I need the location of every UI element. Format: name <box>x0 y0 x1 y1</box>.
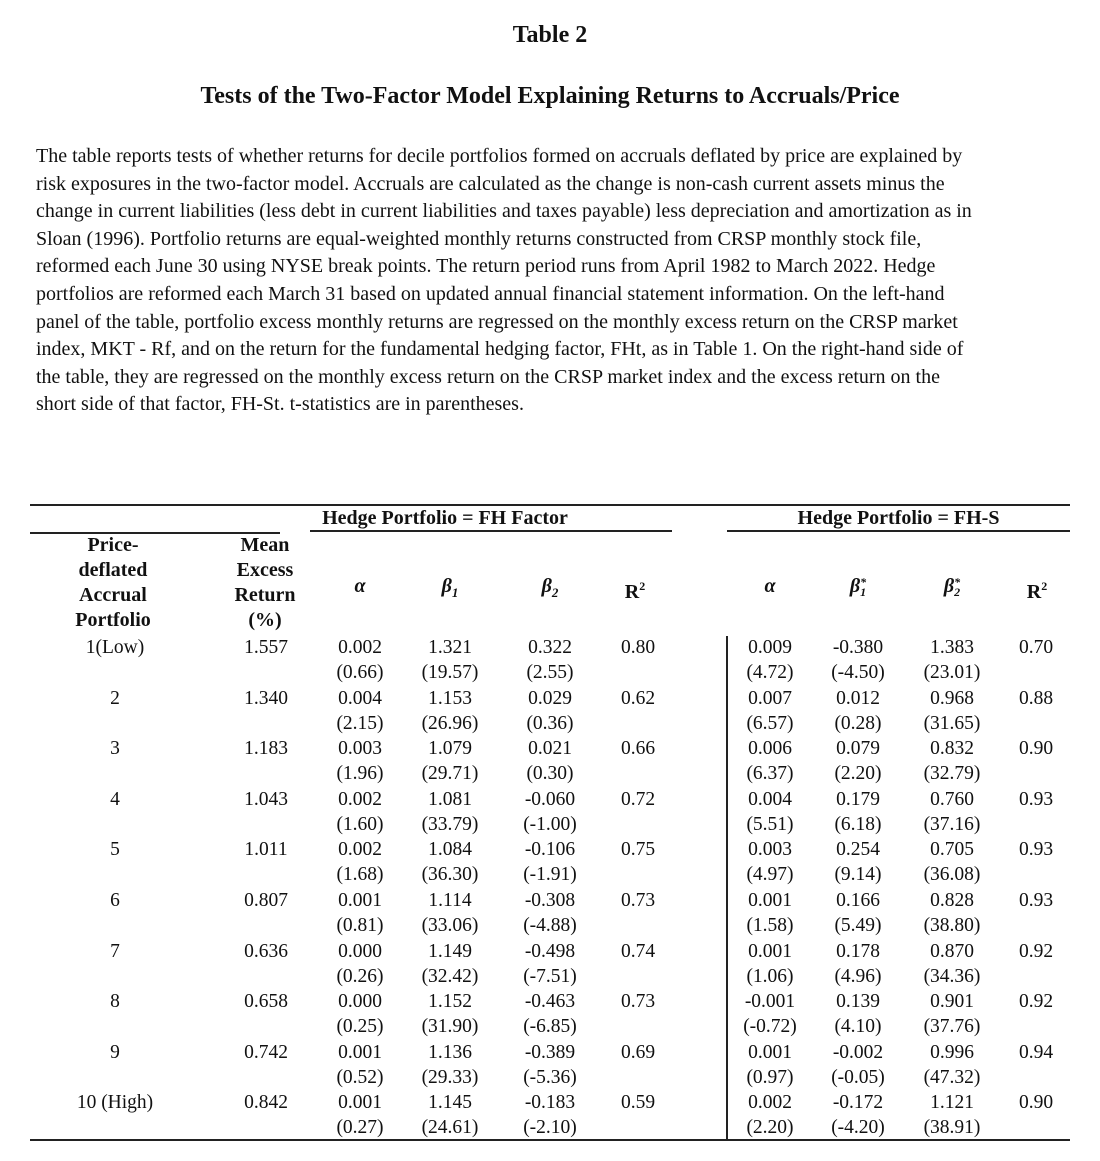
r2-right-cell: 0.92 <box>1018 940 1054 962</box>
alpha-cell: 0.001 <box>338 890 382 911</box>
r2-cell: 0.72 <box>620 788 656 810</box>
alpha-tstat: (0.27) <box>336 1117 384 1139</box>
r2-cell: 0.73 <box>620 991 656 1013</box>
beta2-tstat: (-7.51) <box>523 965 577 987</box>
r2-cell: 0.66 <box>620 738 656 760</box>
mean-return-cell: 1.043 <box>244 788 288 810</box>
mean-return-cell: 0.807 <box>244 890 288 911</box>
alpha-tstat: (2.15) <box>336 712 384 734</box>
beta2-star-cell: 0.968 <box>930 687 974 709</box>
mean-return-cell: 0.636 <box>244 940 288 962</box>
alpha-cell: 0.002 <box>338 839 382 861</box>
beta1-star-tstat: (-0.05) <box>831 1066 885 1088</box>
beta1-tstat: (33.06) <box>421 915 479 936</box>
beta1-star-cell: 0.166 <box>836 890 880 911</box>
description-line: change in current liabilities (less debt in current liabilities and taxes payable) less depreciation and amortization as in <box>36 200 972 223</box>
beta2-tstat: (-1.00) <box>523 813 577 835</box>
beta1-tstat: (24.61) <box>421 1117 479 1139</box>
beta2-star-cell: 0.901 <box>930 991 974 1013</box>
mean-return-cell: 0.842 <box>244 1092 288 1114</box>
beta2-star-tstat: (37.76) <box>923 1016 981 1038</box>
portfolio-cell: 3 <box>110 738 120 760</box>
beta2-tstat: (0.30) <box>526 763 574 785</box>
description-line: the table, they are regressed on the monthly excess return on the CRSP market index and the excess return on the <box>36 365 940 388</box>
beta2-star-tstat: (36.08) <box>923 864 981 886</box>
alpha-right-tstat: (4.97) <box>746 864 794 886</box>
beta2-star-tstat: (23.01) <box>923 662 981 683</box>
alpha-right-cell: 0.001 <box>748 940 792 962</box>
alpha-header: α <box>354 575 366 597</box>
r2-header: $R^2$ <box>624 579 646 603</box>
portfolio-cell: 7 <box>110 940 120 962</box>
beta2-star-cell: 0.828 <box>930 890 974 911</box>
alpha-cell: 0.002 <box>338 637 382 658</box>
left-group-rule <box>310 530 672 532</box>
beta1-tstat: (19.57) <box>421 662 479 683</box>
beta1-tstat: (29.33) <box>421 1066 479 1088</box>
alpha-tstat: (1.96) <box>336 763 384 785</box>
beta1-star-tstat: (2.20) <box>834 763 882 785</box>
beta1-cell: 1.081 <box>428 788 472 810</box>
beta2-star-tstat: (31.65) <box>923 712 981 734</box>
beta2-cell: -0.060 <box>524 788 576 810</box>
beta1-star-tstat: (4.10) <box>834 1016 882 1038</box>
mean-return-header <box>225 533 305 633</box>
r2-right-cell: 0.93 <box>1018 839 1054 861</box>
beta2-header: $\beta_2$ <box>541 575 559 600</box>
beta2-cell: -0.463 <box>524 991 576 1013</box>
beta1-cell: 1.149 <box>428 940 472 962</box>
beta2-cell: 0.322 <box>528 637 572 658</box>
beta1-star-tstat: (4.96) <box>834 965 882 987</box>
portfolio-cell: 4 <box>110 788 120 810</box>
portfolio-cell: 8 <box>110 991 120 1013</box>
beta2-cell: -0.389 <box>524 1041 576 1063</box>
alpha-tstat: (0.52) <box>336 1066 384 1088</box>
alpha-right-header: α <box>764 575 776 597</box>
r2-right-header: $R^2$ <box>1026 579 1048 603</box>
r2-cell: 0.80 <box>620 637 656 658</box>
portfolio-header-line: deflated <box>78 559 148 581</box>
alpha-tstat: (1.68) <box>336 864 384 886</box>
alpha-right-tstat: (5.51) <box>746 813 794 835</box>
beta1-tstat: (31.90) <box>421 1016 479 1038</box>
beta1-star-cell: 0.179 <box>836 788 880 810</box>
description-line: portfolios are reformed each March 31 based on updated annual financial statement information. On the left-hand <box>36 282 945 305</box>
alpha-right-cell: -0.001 <box>744 991 796 1013</box>
alpha-right-tstat: (0.97) <box>746 1066 794 1088</box>
mean-return-cell: 0.742 <box>244 1041 288 1063</box>
alpha-cell: 0.000 <box>338 940 382 962</box>
beta2-tstat: (-6.85) <box>523 1016 577 1038</box>
beta2-star-cell: 0.832 <box>930 738 974 760</box>
beta2-cell: -0.106 <box>524 839 576 861</box>
r2-cell: 0.69 <box>620 1041 656 1063</box>
mean-return-cell: 1.340 <box>244 687 288 709</box>
alpha-cell: 0.001 <box>338 1041 382 1063</box>
mean-header-line: Mean <box>240 534 290 556</box>
beta1-star-cell: -0.002 <box>832 1041 884 1063</box>
beta2-star-cell: 1.383 <box>930 637 974 658</box>
r2-cell: 0.62 <box>620 687 656 709</box>
right-group-header: Hedge Portfolio = FH-S <box>797 507 1000 529</box>
mean-header-line: (%) <box>248 609 282 631</box>
beta2-tstat: (-1.91) <box>523 864 577 886</box>
beta2-star-cell: 1.121 <box>930 1092 974 1114</box>
table-description <box>36 143 1076 419</box>
beta1-star-tstat: (5.49) <box>834 915 882 936</box>
beta1-tstat: (29.71) <box>421 763 479 785</box>
alpha-cell: 0.002 <box>338 788 382 810</box>
alpha-right-cell: 0.001 <box>748 1041 792 1063</box>
beta1-star-cell: 0.079 <box>836 738 880 760</box>
mean-return-cell: 1.011 <box>244 839 288 861</box>
r2-right-cell: 0.90 <box>1018 1092 1054 1114</box>
portfolio-cell: 5 <box>110 839 120 861</box>
alpha-right-tstat: (4.72) <box>746 662 794 683</box>
r2-right-cell: 0.93 <box>1018 890 1054 911</box>
beta2-star-tstat: (38.80) <box>923 915 981 936</box>
r2-right-cell: 0.88 <box>1018 687 1054 709</box>
beta2-tstat: (2.55) <box>526 662 574 683</box>
alpha-cell: 0.003 <box>338 738 382 760</box>
beta2-cell: -0.183 <box>524 1092 576 1114</box>
mean-return-cell: 0.658 <box>244 991 288 1013</box>
beta1-star-tstat: (-4.50) <box>831 662 885 683</box>
beta1-tstat: (26.96) <box>421 712 479 734</box>
beta2-cell: -0.498 <box>524 940 576 962</box>
alpha-right-tstat: (-0.72) <box>743 1016 797 1038</box>
beta1-cell: 1.153 <box>428 687 472 709</box>
alpha-cell: 0.004 <box>338 687 382 709</box>
mean-return-cell: 1.557 <box>244 637 288 658</box>
portfolio-cell: 10 (High) <box>76 1092 154 1114</box>
r2-right-cell: 0.93 <box>1018 788 1054 810</box>
description-line: risk exposures in the two-factor model. Accruals are calculated as the change is non-cash current assets minus the <box>36 172 945 195</box>
beta1-star-cell: -0.172 <box>832 1092 884 1114</box>
alpha-tstat: (0.26) <box>336 965 384 987</box>
description-line: Sloan (1996). Portfolio returns are equal-weighted monthly returns constructed from CRSP monthly stock file, <box>36 227 922 250</box>
alpha-right-cell: 0.009 <box>748 637 792 658</box>
alpha-right-tstat: (6.37) <box>746 763 794 785</box>
beta2-tstat: (-2.10) <box>523 1117 577 1139</box>
beta2-tstat: (-5.36) <box>523 1066 577 1088</box>
beta2-cell: 0.029 <box>528 687 572 709</box>
r2-right-header-sup: 2 <box>1041 579 1048 593</box>
alpha-right-tstat: (2.20) <box>746 1117 794 1139</box>
alpha-right-cell: 0.001 <box>748 890 792 911</box>
beta1-cell: 1.114 <box>428 890 472 911</box>
description-line: panel of the table, portfolio excess monthly returns are regressed on the monthly excess return on the CRSP market <box>36 310 958 333</box>
r2-right-cell: 0.92 <box>1018 991 1054 1013</box>
r2-cell: 0.59 <box>620 1092 656 1114</box>
beta1-cell: 1.321 <box>428 637 472 658</box>
r2-right-cell: 0.94 <box>1018 1041 1054 1063</box>
table-subtitle: Tests of the Two-Factor Model Explaining Returns to Accruals/Price <box>200 83 900 109</box>
r2-header-sup: 2 <box>639 579 646 593</box>
description-line: reformed each June 30 using NYSE break points. The return period runs from April 1982 to March 2022. Hedge <box>36 255 936 278</box>
beta1-tstat: (33.79) <box>421 813 479 835</box>
beta1-cell: 1.152 <box>428 991 472 1013</box>
beta1-tstat: (36.30) <box>421 864 479 886</box>
portfolio-header-line: Price- <box>87 534 139 556</box>
beta2-star-tstat: (37.16) <box>923 813 981 835</box>
beta2-star-tstat: (47.32) <box>923 1066 981 1088</box>
beta1-star-cell: 0.254 <box>836 839 880 861</box>
portfolio-cell: 1(Low) <box>85 637 145 658</box>
portfolio-header-line: Accrual <box>79 584 147 606</box>
alpha-cell: 0.001 <box>338 1092 382 1114</box>
beta1-header: $\beta_1$ <box>441 575 459 600</box>
beta1-cell: 1.145 <box>428 1092 472 1114</box>
portfolio-cell: 6 <box>110 890 120 911</box>
r2-right-cell: 0.90 <box>1018 738 1054 760</box>
alpha-right-cell: 0.003 <box>748 839 792 861</box>
right-group-rule <box>727 530 1070 532</box>
beta2-star-cell: 0.705 <box>930 839 974 861</box>
alpha-right-tstat: (1.06) <box>746 965 794 987</box>
r2-cell: 0.74 <box>620 940 656 962</box>
beta2-star-cell: 0.996 <box>930 1041 974 1063</box>
table-title: Table 2 <box>512 22 588 48</box>
beta2-star-tstat: (32.79) <box>923 763 981 785</box>
beta1-cell: 1.136 <box>428 1041 472 1063</box>
table-top-rule <box>30 504 1070 506</box>
alpha-tstat: (0.25) <box>336 1016 384 1038</box>
beta1-star-tstat: (6.18) <box>834 813 882 835</box>
beta2-cell: 0.021 <box>528 738 572 760</box>
beta2-star-tstat: (34.36) <box>923 965 981 987</box>
beta2-cell: -0.308 <box>524 890 576 911</box>
beta2-tstat: (-4.88) <box>523 915 577 936</box>
r2-cell: 0.73 <box>620 890 656 911</box>
beta2-tstat: (0.36) <box>526 712 574 734</box>
beta2-star-cell: 0.760 <box>930 788 974 810</box>
beta2-star-tstat: (38.91) <box>923 1117 981 1139</box>
alpha-tstat: (0.81) <box>336 915 384 936</box>
beta1-star-tstat: (0.28) <box>834 712 882 734</box>
left-group-header: Hedge Portfolio = FH Factor <box>322 507 568 529</box>
alpha-right-cell: 0.002 <box>748 1092 792 1114</box>
beta1-star-cell: -0.380 <box>832 637 884 658</box>
mean-return-cell: 1.183 <box>244 738 288 760</box>
beta1-cell: 1.079 <box>428 738 472 760</box>
beta1-star-tstat: (-4.20) <box>831 1117 885 1139</box>
mean-header-line: Excess <box>236 559 294 581</box>
description-line: The table reports tests of whether returns for decile portfolios formed on accruals deflated by price are explained by <box>36 145 963 167</box>
beta1-star-header: β * 1 <box>849 575 867 600</box>
beta2-star-header: β * 2 <box>943 575 961 600</box>
alpha-right-cell: 0.006 <box>748 738 792 760</box>
beta1-tstat: (32.42) <box>421 965 479 987</box>
description-line: short side of that factor, FH-St. t-statistics are in parentheses. <box>36 393 524 416</box>
beta1-star-cell: 0.178 <box>836 940 880 962</box>
alpha-right-tstat: (1.58) <box>746 915 794 936</box>
portfolio-cell: 2 <box>110 687 120 709</box>
portfolio-header <box>58 533 168 633</box>
alpha-right-cell: 0.004 <box>748 788 792 810</box>
alpha-tstat: (0.66) <box>336 662 384 683</box>
alpha-right-cell: 0.007 <box>748 687 792 709</box>
r2-cell: 0.75 <box>620 839 656 861</box>
description-line: index, MKT - Rf, and on the return for the fundamental hedging factor, FHt, as in Table 1. On the right-hand side of <box>36 338 964 361</box>
alpha-tstat: (1.60) <box>336 813 384 835</box>
beta2-star-cell: 0.870 <box>930 940 974 962</box>
beta1-star-tstat: (9.14) <box>834 864 882 886</box>
portfolio-header-line: Portfolio <box>75 609 151 631</box>
portfolio-cell: 9 <box>110 1041 120 1063</box>
mean-header-line: Return <box>234 584 296 606</box>
beta1-star-cell: 0.012 <box>836 687 880 709</box>
beta1-star-cell: 0.139 <box>836 991 880 1013</box>
beta1-cell: 1.084 <box>428 839 472 861</box>
r2-right-cell: 0.70 <box>1018 637 1054 658</box>
alpha-right-tstat: (6.57) <box>746 712 794 734</box>
alpha-cell: 0.000 <box>338 991 382 1013</box>
